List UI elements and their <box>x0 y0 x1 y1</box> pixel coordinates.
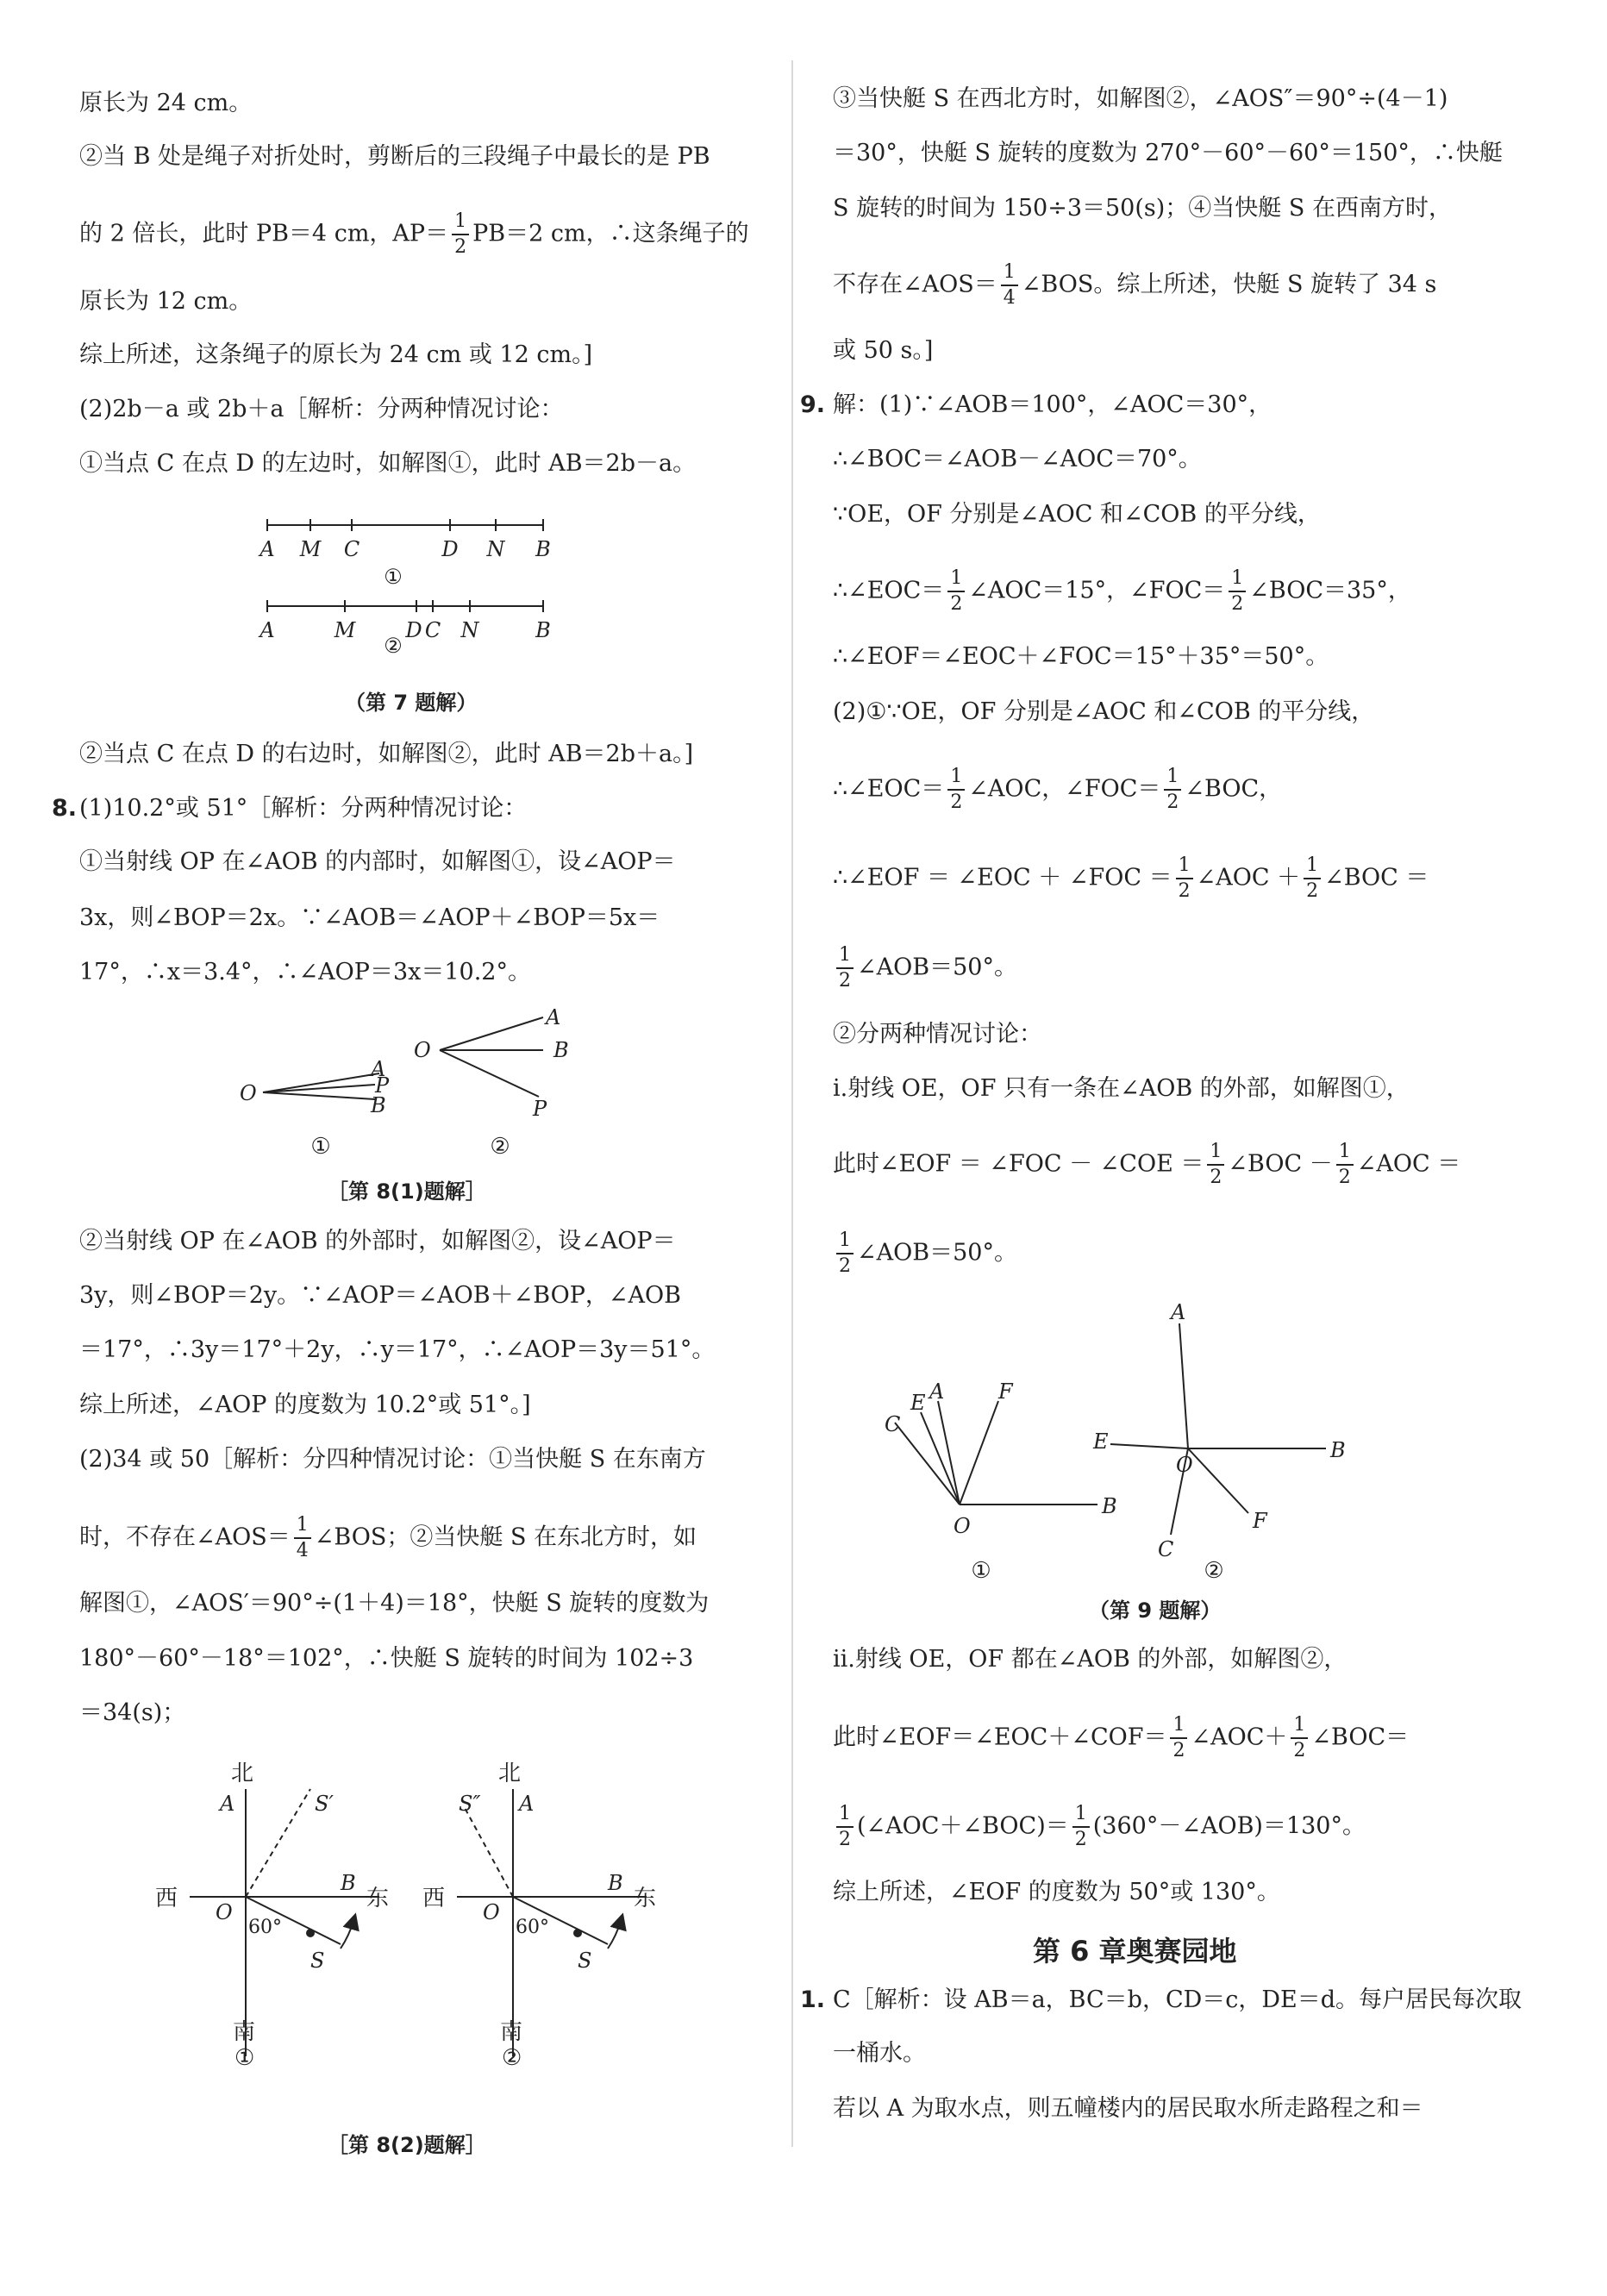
text-line: 此时∠EOF＝∠EOC＋∠COF＝ $\frac{1}{2}$ ∠AOC＋ $\frac{1}{2}$ ∠BOC＝ <box>833 1714 1410 1761</box>
text-segment: 时，不存在∠AOS＝ <box>79 1523 291 1551</box>
fig8b-south: 南 <box>500 2019 523 2045</box>
figure-caption: （第 9 题解） <box>1089 1598 1222 1623</box>
fig8b-west: 西 <box>155 1886 178 1911</box>
fraction: $\frac{1}{2}$ <box>947 767 965 812</box>
fraction: $\frac{1}{2}$ <box>1291 1716 1308 1761</box>
fig9-label: F <box>1253 1509 1267 1533</box>
fig8b-label: S <box>578 1949 592 1973</box>
text-line: ∴∠EOC＝ $\frac{1}{2}$ ∠AOC＝15°，∠FOC＝ $\frac{1}{2}$ ∠BOC＝35°， <box>833 567 1411 615</box>
fig8b-label: S″ <box>459 1792 481 1816</box>
fig7-label: A <box>259 618 275 642</box>
text-line: ①当点 C 在点 D 的左边时，如解图①，此时 AB＝2b－a。 <box>79 450 697 477</box>
figure-caption: （第 7 题解） <box>345 691 478 715</box>
fraction: $\frac{1}{2}$ <box>1176 856 1193 901</box>
text-line: (2)①∵OE，OF 分别是∠AOC 和∠COB 的平分线， <box>833 698 1375 725</box>
fig9-label: E <box>1093 1430 1109 1454</box>
text-line: ∴∠EOF＝∠EOC＋∠FOC＝15°＋35°＝50°。 <box>833 643 1329 670</box>
left-column <box>0 0 791 2296</box>
text-line: (2)34 或 50［解析：分四种情况讨论：①当快艇 S 在东南方 <box>79 1446 706 1473</box>
figure-caption: ［第 8(1)题解］ <box>328 1179 486 1204</box>
text-line: ∴∠EOC＝ $\frac{1}{2}$ ∠AOC，∠FOC＝ $\frac{1}{2}$ ∠BOC， <box>833 766 1283 813</box>
fraction: $\frac{1}{2}$ <box>452 212 469 257</box>
text-line: ⅱ.射线 OE，OF 都在∠AOB 的外部，如解图②， <box>833 1646 1348 1673</box>
fig9-label: B <box>1330 1438 1346 1462</box>
text-line: 此时∠EOF ＝ ∠FOC － ∠COE ＝ $\frac{1}{2}$ ∠BOC － $\frac{1}{2}$ ∠AOC ＝ <box>833 1141 1461 1188</box>
fig7-label: D <box>441 537 459 561</box>
fig7-label: M <box>299 537 322 561</box>
text-line: $\frac{1}{2}$ (∠AOC＋∠BOC)＝ $\frac{1}{2}$ (360°－∠AOB)＝130°。 <box>833 1805 1366 1849</box>
text-segment: ∠BOS；②当快艇 S 在东北方时，如 <box>314 1523 697 1551</box>
fig7-label: B <box>535 618 551 642</box>
text-line: 3y，则∠BOP＝2y。∵∠AOP＝∠AOB＋∠BOP，∠AOB <box>79 1282 682 1309</box>
text-line: ＝17°，∴3y＝17°＋2y，∴y＝17°，∴∠AOP＝3y＝51°。 <box>79 1336 716 1363</box>
text-line: ∵OE，OF 分别是∠AOC 和∠COB 的平分线， <box>833 501 1321 528</box>
text-line: 17°，∴x＝3.4°，∴∠AOP＝3x＝10.2°。 <box>79 959 531 985</box>
fig8b-label: A <box>519 1792 535 1816</box>
text-line: 3x，则∠BOP＝2x。∵∠AOB＝∠AOP＋∠BOP＝5x＝ <box>79 904 660 931</box>
text-line: 综上所述，∠AOP 的度数为 10.2°或 51°。] <box>79 1392 531 1418</box>
text-line: 解图①，∠AOS′＝90°÷(1＋4)＝18°，快艇 S 旋转的度数为 <box>79 1590 710 1617</box>
text-line: 综上所述，∠EOF 的度数为 50°或 130°。 <box>833 1879 1280 1905</box>
question-number: 1. <box>800 1986 826 2013</box>
fraction: $\frac{1}{2}$ <box>1164 767 1181 812</box>
fig8b-east: 东 <box>366 1886 390 1911</box>
figure-7 <box>250 504 560 655</box>
figure-9 <box>878 1302 1395 1586</box>
fig8b-label: A <box>220 1792 235 1816</box>
text-segment: ∠BOS。综上所述，快艇 S 旋转了 34 s <box>1021 271 1437 298</box>
figure-8-1 <box>233 1009 595 1160</box>
text-line: $\frac{1}{2}$ ∠AOB＝50°。 <box>833 1231 1017 1276</box>
figure-8-2 <box>147 1750 698 2112</box>
text-line <box>833 263 1436 308</box>
question-number: 9. <box>800 391 826 418</box>
text-line: 180°－60°－18°＝102°，∴快艇 S 旋转的时间为 102÷3 <box>79 1645 694 1672</box>
fraction: $\frac{1}{4}$ <box>294 1516 311 1561</box>
text-segment: 不存在∠AOS＝ <box>833 271 997 298</box>
fig8a-label: A <box>546 1009 561 1029</box>
fig7-mark: ① <box>384 565 403 589</box>
fraction: $\frac{1}{2}$ <box>836 1231 854 1276</box>
fraction: $\frac{1}{2}$ <box>836 946 854 991</box>
text-line: ①当射线 OP 在∠AOB 的内部时，如解图①，设∠AOP＝ <box>79 848 676 875</box>
fig8b-label: B <box>608 1871 623 1895</box>
fig9-label: C <box>885 1412 901 1436</box>
text-line: 原长为 24 cm。 <box>79 90 253 116</box>
fraction: $\frac{1}{2}$ <box>1336 1142 1354 1187</box>
right-column <box>791 0 1607 2296</box>
text-line <box>79 212 749 257</box>
text-line <box>79 1516 697 1561</box>
fig7-label: M <box>334 618 356 642</box>
fig8a-mark: ② <box>490 1134 510 1160</box>
fig8b-label: S <box>310 1949 325 1973</box>
fraction: $\frac{1}{2}$ <box>1207 1142 1224 1187</box>
text-line: ②当点 C 在点 D 的右边时，如解图②，此时 AB＝2b＋a。] <box>79 741 694 767</box>
fig9-mark: ② <box>1204 1558 1224 1584</box>
text-segment: 的 2 倍长，此时 PB＝4 cm，AP＝ <box>79 220 449 247</box>
fraction: $\frac{1}{2}$ <box>1304 856 1321 901</box>
fig8b-west: 西 <box>422 1886 446 1911</box>
fig9-label: C <box>1158 1537 1174 1561</box>
fig9-label: A <box>929 1379 945 1404</box>
text-line: ②当 B 处是绳子对折处时，剪断后的三段绳子中最长的是 PB <box>79 143 710 170</box>
text-line: C［解析：设 AB＝a，BC＝b，CD＝c，DE＝d。每户居民每次取 <box>833 1986 1523 2013</box>
fig9-label: B <box>1102 1494 1117 1518</box>
fig8a-label: O <box>414 1038 431 1062</box>
fig7-mark: ② <box>384 634 403 655</box>
fig8b-east: 东 <box>634 1886 657 1911</box>
question-number: 8. <box>52 795 78 822</box>
fig9-mark: ① <box>971 1558 991 1584</box>
text-line: ⅰ.射线 OE，OF 只有一条在∠AOB 的外部，如解图①， <box>833 1075 1410 1102</box>
text-line: 或 50 s。] <box>833 337 934 364</box>
fig9-label: O <box>954 1514 971 1538</box>
fig9-label: A <box>1171 1302 1186 1324</box>
text-line: 原长为 12 cm。 <box>79 288 253 315</box>
text-line: (1)10.2°或 51°［解析：分两种情况讨论： <box>79 795 528 822</box>
fig8b-mark: ② <box>502 2045 522 2071</box>
section-heading: 第 6 章奥赛园地 <box>1033 1935 1237 1968</box>
fig8b-south: 南 <box>233 2019 256 2045</box>
figure-caption: ［第 8(2)题解］ <box>328 2133 486 2157</box>
fig8a-label: P <box>533 1097 547 1121</box>
fig7-label: D <box>405 618 422 642</box>
text-line: 若以 A 为取水点，则五幢楼内的居民取水所走路程之和＝ <box>833 2095 1423 2122</box>
fig9-label: E <box>910 1391 926 1415</box>
fraction: $\frac{1}{4}$ <box>1001 263 1018 308</box>
text-line: 综上所述，这条绳子的原长为 24 cm 或 12 cm。] <box>79 341 593 368</box>
text-line: $\frac{1}{2}$ ∠AOB＝50°。 <box>833 946 1017 991</box>
fig8a-label: B <box>553 1038 569 1062</box>
fig7-label: N <box>460 618 479 642</box>
text-line: ＝34(s)； <box>79 1699 186 1726</box>
fig8b-label: S′ <box>315 1792 334 1816</box>
fig9-label: O <box>1176 1453 1193 1477</box>
text-line: ②分两种情况讨论： <box>833 1021 1042 1048</box>
fig8b-angle: 60° <box>516 1917 549 1938</box>
text-line: ③当快艇 S 在西北方时，如解图②，∠AOS″＝90°÷(4－1) <box>833 85 1448 112</box>
fig8b-mark: ① <box>234 2045 255 2071</box>
fig9-label: F <box>998 1379 1013 1404</box>
fig8b-label: O <box>483 1900 500 1924</box>
fig8a-label: B <box>371 1093 386 1117</box>
text-line: ＝30°，快艇 S 旋转的度数为 270°－60°－60°＝150°，∴快艇 <box>833 140 1503 166</box>
fig8a-label: A <box>371 1057 386 1081</box>
text-line: (2)2b－a 或 2b＋a［解析：分两种情况讨论： <box>79 396 564 422</box>
text-line: 解：(1)∵∠AOB＝100°，∠AOC＝30°， <box>833 391 1272 418</box>
fig8b-label: O <box>216 1900 233 1924</box>
fig8b-angle: 60° <box>248 1917 282 1938</box>
fraction: $\frac{1}{2}$ <box>947 569 965 614</box>
fig8a-mark: ① <box>310 1134 331 1160</box>
fig7-label: A <box>259 537 275 561</box>
text-line: ∴∠EOF ＝ ∠EOC ＋ ∠FOC ＝ $\frac{1}{2}$ ∠AOC ＋ $\frac{1}{2}$ ∠BOC ＝ <box>833 854 1429 902</box>
fig7-label: B <box>535 537 551 561</box>
fraction: $\frac{1}{2}$ <box>1229 569 1246 614</box>
text-line: ∴∠BOC＝∠AOB－∠AOC＝70°。 <box>833 446 1202 472</box>
text-segment: PB＝2 cm，∴这条绳子的 <box>472 220 749 247</box>
text-line: 一桶水。 <box>833 2040 926 2067</box>
fig8a-label: O <box>240 1081 257 1105</box>
fraction: $\frac{1}{2}$ <box>1072 1805 1090 1849</box>
fig8a-label: P <box>375 1073 390 1098</box>
fig7-label: N <box>486 537 505 561</box>
fig7-label: C <box>343 537 360 561</box>
text-line: ②当射线 OP 在∠AOB 的外部时，如解图②，设∠AOP＝ <box>79 1228 676 1254</box>
text-line: S 旋转的时间为 150÷3＝50(s)；④当快艇 S 在西南方时， <box>833 195 1452 222</box>
fig8b-north: 北 <box>231 1761 254 1786</box>
fig7-label: C <box>424 618 441 642</box>
fig8b-label: B <box>341 1871 356 1895</box>
fraction: $\frac{1}{2}$ <box>836 1805 854 1849</box>
fig8b-north: 北 <box>498 1761 522 1786</box>
fraction: $\frac{1}{2}$ <box>1170 1716 1187 1761</box>
